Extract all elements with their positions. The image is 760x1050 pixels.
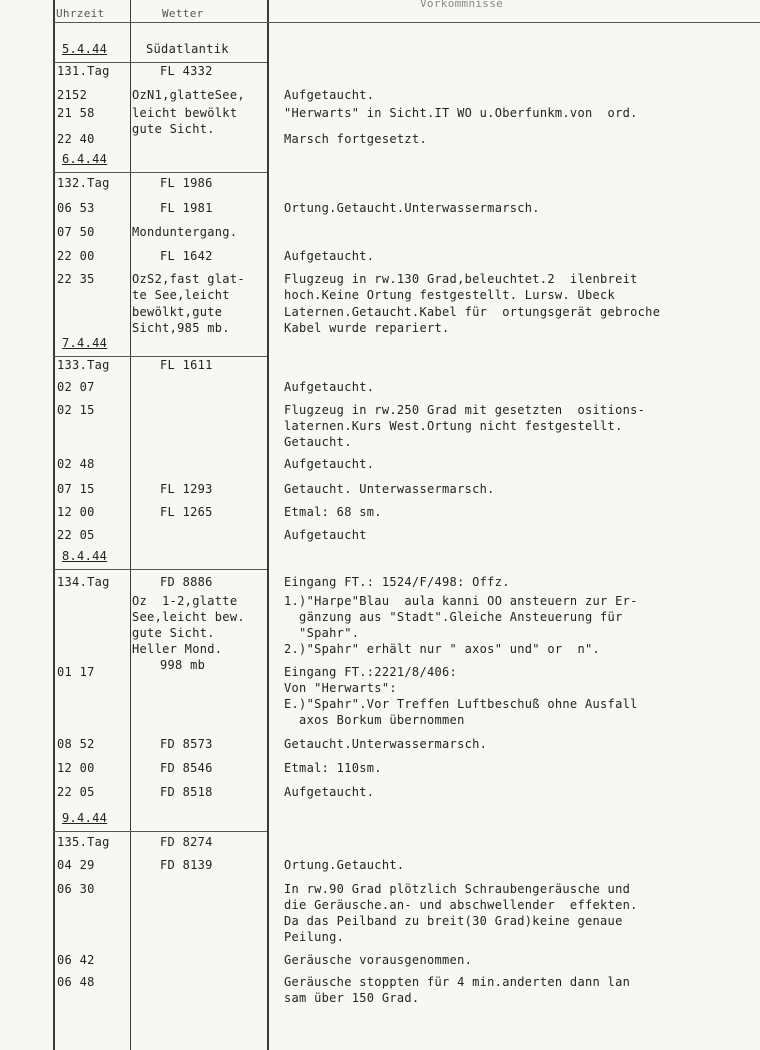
log-time: 06 53 [57, 201, 95, 215]
weather-position: leicht bewölkt [132, 106, 238, 120]
weather-position: FD 8573 [160, 737, 213, 751]
day-separator [53, 831, 267, 832]
log-time: 22 00 [57, 249, 95, 263]
log-entry: "Spahr". [284, 626, 360, 640]
log-time: 02 15 [57, 403, 95, 417]
log-time: 08 52 [57, 737, 95, 751]
log-entry: Aufgetaucht. [284, 457, 375, 471]
log-time: 22 05 [57, 528, 95, 542]
log-time: 132.Tag [57, 176, 110, 190]
weather-position: FD 8274 [160, 835, 213, 849]
log-entry: Ortung.Getaucht. [284, 858, 405, 872]
weather-position: FL 1981 [160, 201, 213, 215]
log-entry: Eingang FT.: 1524/F/498: Offz. [284, 575, 510, 589]
header-rule [53, 22, 760, 23]
weather-position: OzN1,glatteSee, [132, 88, 245, 102]
log-time: 135.Tag [57, 835, 110, 849]
log-entry: Von "Herwarts": [284, 681, 397, 695]
weather-position: gute Sicht. [132, 122, 215, 136]
log-entry: 2.)"Spahr" erhält nur " axos" und" or n". [284, 642, 601, 656]
weather-position: FD 8546 [160, 761, 213, 775]
log-entry: Geräusche vorausgenommen. [284, 953, 473, 967]
log-time: 07 15 [57, 482, 95, 496]
weather-position: FL 1986 [160, 176, 213, 190]
log-time: 2152 [57, 88, 88, 102]
log-entry: Da das Peilband zu breit(30 Grad)keine genaue [284, 914, 623, 928]
log-entry: Aufgetaucht. [284, 785, 375, 799]
weather-position: FL 4332 [160, 64, 213, 78]
log-date: 8.4.44 [62, 549, 108, 563]
log-entry: Marsch fortgesetzt. [284, 132, 427, 146]
weather-position: FL 1642 [160, 249, 213, 263]
weather-position: FD 8139 [160, 858, 213, 872]
log-entry: Peilung. [284, 930, 345, 944]
column-rule-right [267, 0, 269, 1050]
log-entry: hoch.Keine Ortung festgestellt. Lursw. Ubeck [284, 288, 616, 302]
weather-position: gute Sicht. [132, 626, 215, 640]
weather-position: bewölkt,gute [132, 305, 223, 319]
log-time: 06 48 [57, 975, 95, 989]
log-entry: 1.)"Harpe"Blau aula kanni OO ansteuern zur Er- [284, 594, 638, 608]
weather-position: Monduntergang. [132, 225, 238, 239]
log-entry: Laternen.Getaucht.Kabel für ortungsgerät gebroche [284, 305, 661, 319]
weather-position: te See,leicht [132, 288, 230, 302]
log-date: 5.4.44 [62, 42, 108, 56]
log-entry: gänzung aus "Stadt".Gleiche Ansteuerung für [284, 610, 623, 624]
log-entry: Getaucht. [284, 435, 352, 449]
log-entry: axos Borkum übernommen [284, 713, 465, 727]
weather-position: FL 1611 [160, 358, 213, 372]
log-entry: Etmal: 68 sm. [284, 505, 382, 519]
day-separator [53, 569, 267, 570]
log-time: 06 42 [57, 953, 95, 967]
log-entry: Kabel wurde repariert. [284, 321, 450, 335]
header-time: Uhrzeit [56, 7, 105, 20]
log-entry: E.)"Spahr".Vor Treffen Luftbeschuß ohne Ausfall [284, 697, 638, 711]
log-entry: Geräusche stoppten für 4 min.anderten dann lan [284, 975, 631, 989]
weather-position: See,leicht bew. [132, 610, 245, 624]
weather-position: Heller Mond. [132, 642, 223, 656]
weather-position: 998 mb [160, 658, 206, 672]
header-weather: Wetter [162, 7, 204, 20]
log-time: 22 35 [57, 272, 95, 286]
log-time: 21 58 [57, 106, 95, 120]
log-entry: Getaucht.Unterwassermarsch. [284, 737, 488, 751]
log-entry: Aufgetaucht. [284, 88, 375, 102]
log-time: 131.Tag [57, 64, 110, 78]
log-time: 02 07 [57, 380, 95, 394]
log-entry: Ortung.Getaucht.Unterwassermarsch. [284, 201, 540, 215]
log-entry: In rw.90 Grad plötzlich Schraubengeräusche und [284, 882, 631, 896]
log-entry: laternen.Kurs West.Ortung nicht festgestellt. [284, 419, 623, 433]
weather-position: Oz 1-2,glatte [132, 594, 238, 608]
weather-position: Südatlantik [146, 42, 229, 56]
log-entry: die Geräusche.an- und abschwellender effekten. [284, 898, 638, 912]
log-time: 01 17 [57, 665, 95, 679]
log-entry: Flugzeug in rw.130 Grad,beleuchtet.2 ilenbreit [284, 272, 638, 286]
log-time: 06 30 [57, 882, 95, 896]
weather-position: FL 1293 [160, 482, 213, 496]
header-events: Vorkommnisse [420, 0, 504, 10]
log-date: 6.4.44 [62, 152, 108, 166]
log-time: 12 00 [57, 761, 95, 775]
log-time: 22 40 [57, 132, 95, 146]
log-entry: Getaucht. Unterwassermarsch. [284, 482, 495, 496]
day-separator [53, 172, 267, 173]
log-entry: Aufgetaucht. [284, 380, 375, 394]
weather-position: FL 1265 [160, 505, 213, 519]
log-time: 134.Tag [57, 575, 110, 589]
log-time: 12 00 [57, 505, 95, 519]
day-separator [53, 62, 267, 63]
weather-position: FD 8886 [160, 575, 213, 589]
log-entry: Flugzeug in rw.250 Grad mit gesetzten ositions- [284, 403, 646, 417]
log-entry: sam über 150 Grad. [284, 991, 420, 1005]
log-entry: "Herwarts" in Sicht.IT WO u.Oberfunkm.von ord. [284, 106, 638, 120]
column-rule-middle [130, 0, 131, 1050]
day-separator [53, 356, 267, 357]
log-entry: Aufgetaucht [284, 528, 367, 542]
weather-position: FD 8518 [160, 785, 213, 799]
log-date: 9.4.44 [62, 811, 108, 825]
weather-position: Sicht,985 mb. [132, 321, 230, 335]
log-time: 22 05 [57, 785, 95, 799]
weather-position: OzS2,fast glat- [132, 272, 245, 286]
column-rule-left [53, 0, 55, 1050]
log-time: 07 50 [57, 225, 95, 239]
log-time: 133.Tag [57, 358, 110, 372]
log-date: 7.4.44 [62, 336, 108, 350]
log-time: 02 48 [57, 457, 95, 471]
log-entry: Etmal: 110sm. [284, 761, 382, 775]
log-time: 04 29 [57, 858, 95, 872]
log-entry: Aufgetaucht. [284, 249, 375, 263]
log-entry: Eingang FT.:2221/8/406: [284, 665, 458, 679]
